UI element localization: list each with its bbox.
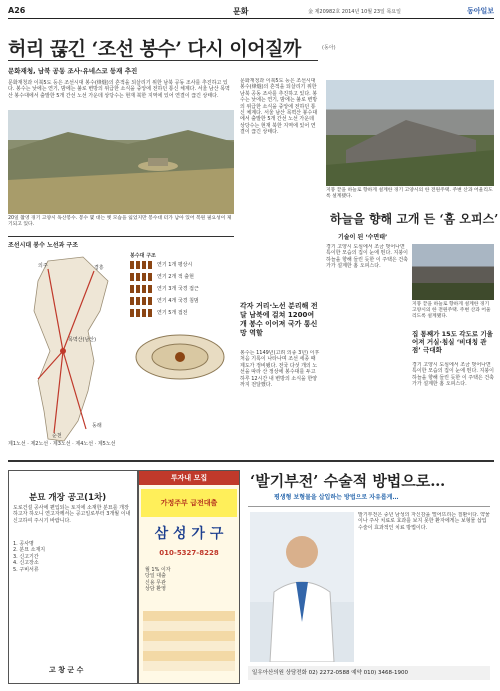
route-1: 제1노선 [8, 441, 26, 447]
route-4: 제4노선 [75, 441, 94, 447]
home-office-caption: 지붕 끝을 하늘로 향하게 설계한 경기 고양시의 한 전원주택. 주변 산과 어울리도록 설계됐다. [326, 188, 493, 199]
landscape-photo-caption: 20일 촬영 경기 고양시 독산봉수. 봉수 몇 대는 옛 모습을 잃었지만 봉수대 터가 남아 있어 복원 필요성이 제기되고 있다. [8, 216, 232, 227]
notice-item-2: 2. 분묘 소재지 [13, 547, 46, 554]
chimney-icon [130, 261, 154, 269]
headline-note: (동아) [322, 45, 336, 51]
bongsu-structure-diagram [130, 323, 230, 383]
legend-row: 연기 5개 접전 [130, 309, 232, 317]
ads-divider [8, 460, 494, 462]
ad-line-3: 신용 무관 [145, 579, 166, 586]
clinic-subhead: 평생형 보형물을 삽입하는 방법으로 자유롭게… [274, 494, 399, 501]
edition-date: 金 제20982호 2014년 10월 23일 목요일 [308, 9, 401, 15]
article-column-1: 문화재청과 이북5도 등은 조선시대 봉수(烽燧)의 흔적을 되살리기 위한 남북 공동 조사를 추진하고 있다. 봉수는 낮에는 연기, 밤에는 불로 변방의 위급한 소식을 중앙에 전하던 통신 체계다. 서울 남산 목멱산 봉수대에서 출발한 5개 간선 노선 가운데 상당수는 현재 북한 지역에 있어 연결이 끊긴 상태다. [240, 78, 318, 136]
house-photo [412, 244, 494, 300]
chimney-icon [130, 273, 154, 281]
section-title: 하늘을 향해 고개 든 ‘홈 오피스’ [330, 212, 499, 226]
series-label: 기술이 된 ‘수면태’ [338, 234, 388, 241]
classified-top: 투자내 모집 [139, 471, 239, 485]
page-header [8, 6, 494, 19]
notice-signature: 고 창 군 수 [49, 666, 84, 674]
notice-body: 도로건설 공사에 편입되는 토지에 소재한 분묘를 개장하고자 하오니 연고자께서는 공고일로부터 3개월 이내 신고하여 주시기 바랍니다. [13, 505, 131, 524]
clinic-headline: ‘발기부전’ 수술적 방법으로… [250, 472, 446, 490]
smoke-signal-legend [130, 253, 232, 387]
ad-phone: 010-5327-8228 [159, 549, 219, 557]
headline-rule [8, 60, 318, 61]
legend-row: 연기 4개 국경 침범 [130, 297, 232, 305]
bongsu-map-graphic: 조선시대 봉수 노선과 구조 목멱산(남산) 경흥 동래 순천 의주 봉수대 구조 연기 1개 평상시 연기 2개 적 출현 연기 3개 국경 접근 연기 4개 국경 침범 연기 5개 접전 제1노선 · 제2노선 · 제3노선 · 제4노선 · 제5노선 [8, 236, 234, 455]
clinic-body: 발기부전은 중년 남성의 자신감을 떨어뜨리는 질환이다. 약물이나 주사 치료로 효과를 보지 못한 환자에게는 보형물 삽입 수술이 효과적인 치료 방법이다. [358, 512, 490, 531]
doctor-photo [250, 512, 354, 662]
loan-banner: 가정주부 급전대출 [141, 489, 237, 517]
page-headline: 허리 끊긴 ‘조선 봉수’ 다시 이어질까 [8, 38, 301, 60]
subhead: 문화재청, 남북 공동 조사·유네스코 등재 추진 [8, 67, 138, 75]
notice-ad [8, 470, 138, 684]
map-label-dongnae: 동래 [92, 423, 102, 429]
legend-row: 연기 2개 적 출현 [130, 273, 232, 281]
classified-ad [138, 470, 240, 684]
legend-row: 연기 1개 평상시 [130, 261, 232, 269]
furniture-brand: 삼 성 가 구 [154, 526, 224, 542]
legend-row: 연기 3개 국경 접근 [130, 285, 232, 293]
route-2: 제2노선 [30, 441, 49, 447]
clinic-footer: 일우아산의원 상담전화 02) 2272-0588 예약 010) 3468-1900 [248, 666, 490, 680]
map-title: 조선시대 봉수 노선과 구조 [8, 242, 79, 249]
lead-paragraph: 문화재청과 이북5도 등은 조선시대 봉수(烽燧)의 흔적을 되살리기 위한 남북 공동 조사를 추진하고 있다. 봉수는 낮에는 연기, 밤에는 불로 변방의 위급한 소식을 중앙에 전하던 통신 체계다. 서울 남산 목멱산 봉수대에서 출발한 5개 간선 노선 가운데 상당수는 현재 북한 지역에 있어 연결이 끊긴 상태다. [8, 80, 230, 99]
notice-item-3: 3. 신고기간 [13, 553, 39, 560]
route-5: 제5노선 [97, 441, 116, 447]
chimney-icon [130, 297, 154, 305]
notice-item-4: 4. 신고장소 [13, 560, 39, 567]
structure-label: 봉수대 구조 [130, 253, 156, 259]
section-label: 문화 [233, 7, 249, 16]
chimney-icon [130, 285, 154, 293]
map-label-uiju: 의주 [38, 263, 48, 269]
clinic-rule [248, 506, 490, 507]
map-label-seoul: 목멱산(남산) [68, 337, 97, 343]
home-office-photo [326, 80, 494, 186]
map-label-gyeongheung: 경흥 [94, 265, 104, 271]
page-number: A26 [8, 6, 26, 15]
ad-line-1: 월 1% 이자 [145, 567, 171, 573]
ad-filler [143, 611, 235, 671]
middle-heading: 각자 거리·노선 분리해 전달 남북에 걸쳐 1200여개 봉수 이어져 국가 통신망 역할 [240, 302, 318, 337]
chimney-icon [130, 309, 154, 317]
section2-body-col2: 경기 고양시 도심에서 조금 벗어나면 특이한 모습의 집이 눈에 띈다. 지붕이 하늘을 향해 들린 듯한 이 주택은 건축가가 설계한 홈 오피스다. [412, 362, 494, 388]
notice-item-1: 1. 공사명 [13, 541, 34, 547]
section2-body: 경기 고양시 도심에서 조금 벗어나면 특이한 모습의 집이 눈에 띈다. 지붕이 하늘을 향해 들린 듯한 이 주택은 건축가가 설계한 홈 오피스다. [326, 244, 408, 270]
newspaper-logo: 동아일보 [466, 7, 494, 15]
bongsu-landscape-photo [8, 110, 234, 214]
article-column-2: 봉수는 1149년(고려 의종 3년) 이후 처음 기록이 나타나며 조선 세종 때 제도가 정비됐다. 전국 다섯 개의 노선을 따라 산 정상에 봉수대를 두고 하루 12시간 내 변방의 소식을 한양까지 전달했다. [240, 350, 320, 389]
notice-title: 분묘 개장 공고(1차) [29, 493, 107, 503]
clinic-ad [244, 468, 494, 684]
korea-route-map [8, 251, 128, 451]
ad-line-4: 상담 환영 [145, 586, 166, 593]
route-3: 제3노선 [52, 441, 71, 447]
notice-item-5: 5. 구비서류 [13, 566, 39, 573]
house-photo-caption: 지붕 끝을 하늘로 향하게 설계한 경기 고양시의 한 전원주택. 주변 산과 어울리도록 설계됐다. [412, 302, 491, 319]
ad-line-2: 당일 대출 [145, 573, 166, 580]
side-heading: 집 통째가 15도 각도로 기울어져 거실·침실 ‘비대칭 관점’ 극대화 [412, 330, 493, 354]
map-label-suncheon: 순천 [52, 433, 62, 439]
